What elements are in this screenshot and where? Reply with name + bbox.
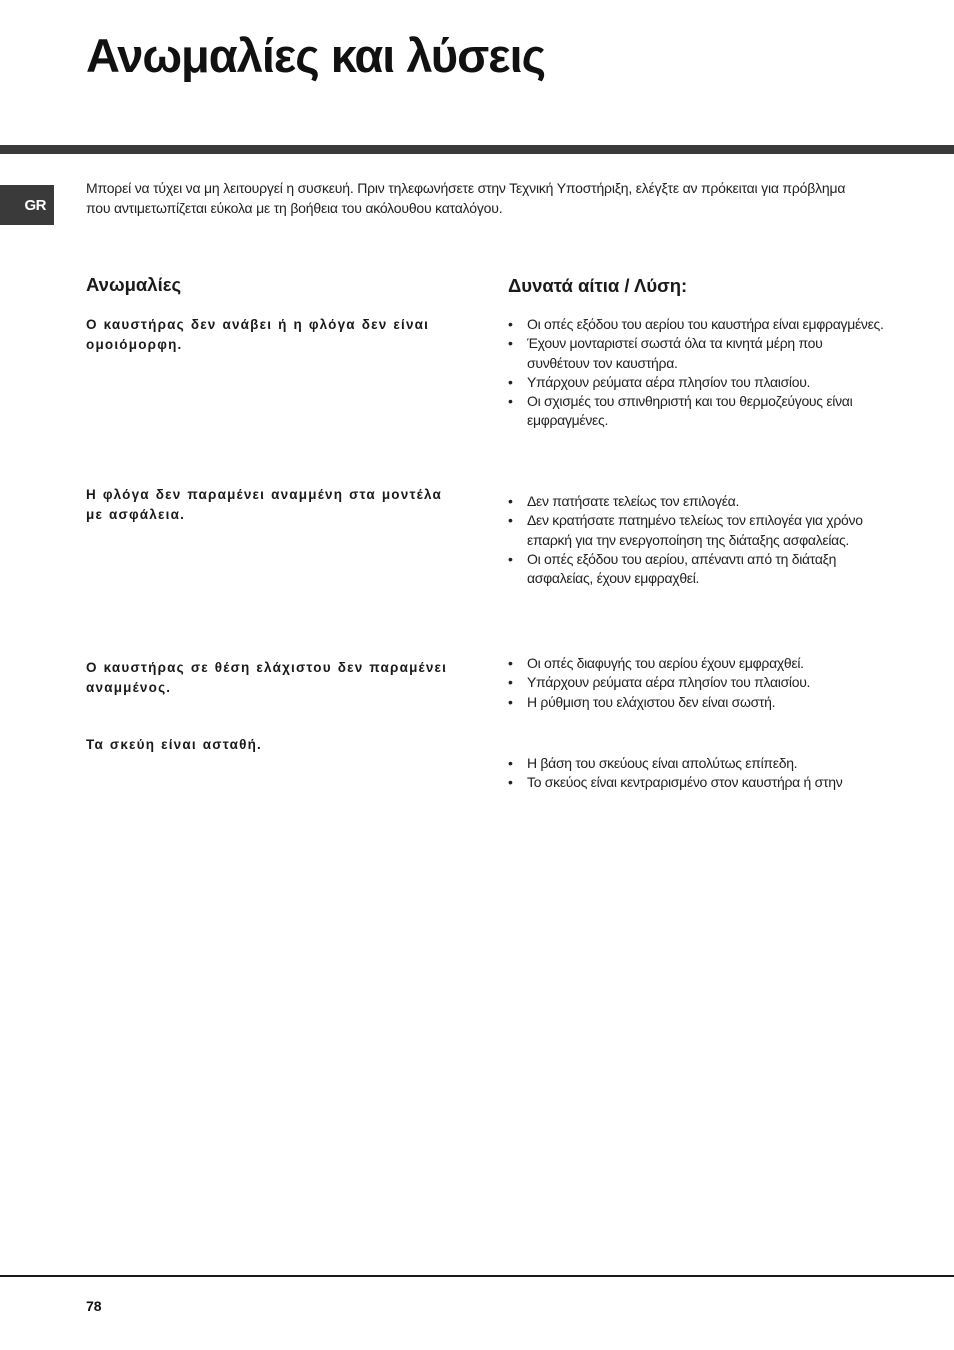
language-tab: GR [0,185,54,225]
causes-list [508,754,888,793]
problem-text: Η φλόγα δεν παραμένει αναμμένη στα μοντέλα με ασφάλεια. [86,487,442,522]
causes-heading: Δυνατά αίτια / Λύση: [508,275,688,296]
problem-text: Ο καυστήρας σε θέση ελάχιστου δεν παραμένει αναμμένος. [86,660,448,695]
cause-item [508,550,888,589]
problem-text: Τα σκεύη είναι ασταθή. [86,737,262,752]
cause-item [508,693,888,712]
bullet-icon: • [508,335,513,352]
bullet-icon: • [508,774,513,791]
bullet-icon: • [508,316,513,332]
bullet-icon: • [508,755,513,771]
cause-text: Η ρύθμιση του ελάχιστου δεν είναι σωστή. [527,693,776,710]
cause-item [508,654,888,673]
cause-text: Οι σχισμές του σπινθηριστή και του θερμοζεύγους είναι εμφραγμένες. [527,393,853,429]
cause-item [508,315,888,334]
cause-text: Έχουν μονταριστεί σωστά όλα τα κινητά μέρη που συνθέτουν τον καυστήρα. [527,335,823,371]
cause-text: Η βάση του σκεύους είναι απολύτως επίπεδη. [527,755,798,771]
intro-paragraph: Μπορεί να τύχει να μη λειτουργεί η συσκευή. Πριν τηλεφωνήσετε στην Τεχνική Υποστήριξη, ελέγξτε αν πρόκειται για πρόβλημα που αντιμετωπίζεται εύκολα με τη βοήθεια του ακόλουθου καταλόγου. [86,180,846,216]
cause-item [508,673,888,692]
bullet-icon: • [508,512,513,529]
anomalies-heading: Ανωμαλίες [86,274,182,295]
cause-text: Δεν πατήσατε τελείως τον επιλογέα. [527,493,740,509]
cause-text: Οι οπές εξόδου του αερίου του καυστήρα είναι εμφραγμένες. [527,316,884,332]
cause-text: Υπάρχουν ρεύματα αέρα πλησίον του πλαισίου. [527,373,811,390]
bullet-icon: • [508,674,513,691]
bullet-icon: • [508,693,513,710]
cause-item [508,392,888,431]
bullet-icon: • [508,493,513,509]
cause-item [508,511,888,550]
bullet-icon: • [508,655,513,671]
cause-item [508,773,888,792]
cause-item [508,754,888,773]
bullet-icon: • [508,550,513,567]
cause-item [508,492,888,511]
page-title: Ανωμαλίες και λύσεις [86,29,546,82]
cause-text: Δεν κρατήσατε πατημένο τελείως τον επιλογέα για χρόνο επαρκή για την ενεργοποίηση της διάταξης ασφαλείας. [527,512,863,548]
cause-item [508,373,888,392]
footer-divider [0,1275,954,1277]
problem-text: Ο καυστήρας δεν ανάβει ή η φλόγα δεν είναι ομοιόμορφη. [86,317,430,352]
bullet-icon: • [508,373,513,390]
cause-text: Το σκεύος είναι κεντραρισμένο στον καυστήρα ή στην [527,774,843,791]
cause-text: Οι οπές εξόδου του αερίου, απέναντι από τη διάταξη ασφαλείας, έχουν εμφραχθεί. [527,550,837,587]
causes-list [508,315,888,431]
header-divider [0,145,954,154]
cause-text: Οι οπές διαφυγής του αερίου έχουν εμφραχθεί. [527,655,804,671]
cause-item [508,334,888,373]
page-number: 78 [86,1298,102,1314]
bullet-icon: • [508,393,513,410]
causes-list [508,492,888,588]
causes-list [508,654,888,712]
cause-text: Υπάρχουν ρεύματα αέρα πλησίον του πλαισίου. [527,674,811,691]
